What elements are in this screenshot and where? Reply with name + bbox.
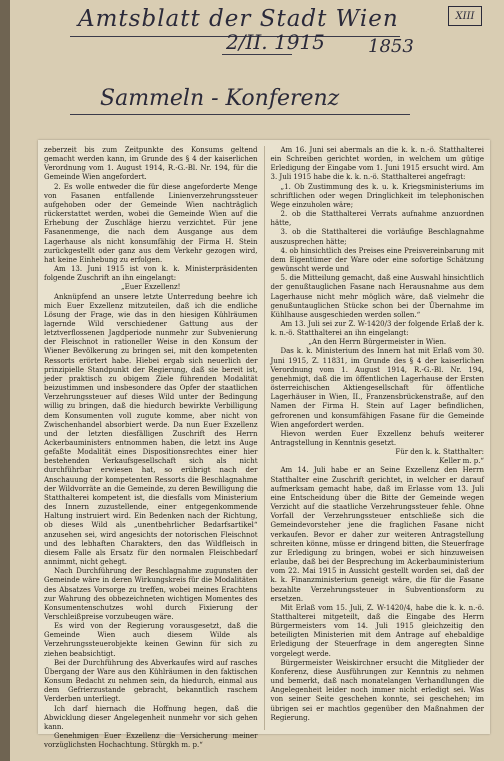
subject-underline bbox=[70, 114, 410, 115]
list-item: 3. ob die Statthalterei die vorläufige Beschlagnahme auszusprechen hätte; bbox=[270, 228, 485, 246]
closing: Genehmigen Euer Exzellenz die Versicherung meiner vorzüglichsten Hochachtung. Stürgkh m. p.“ bbox=[44, 732, 258, 750]
signature-line: Für den k. k. Statthalter: bbox=[395, 448, 485, 457]
paragraph: Am 14. Juli habe er an Seine Exzellenz den Herrn Statthalter eine Zuschrift gerichtet, in welcher er darauf aufmerksam gemacht habe, daß im Erlasse vom 13. Juli eine Entscheidung über die Bitte der Gemeinde wegen Verzicht auf die staatliche Verzehrungssteuer fehle. Ohne Vorfall der Verzehrungssteuer entschließe sich die Gemeindevorsteher jene die fraglichen Fasane nicht verkaufen. Bevor er daher zur weiteren Antragstellung schreiten könne, müsse er dringend bitten, die Steuerfrage zur Erledigung zu bringen, wobei er sich hinzuweisen erlaube, daß bei der Besprechung im Ackerbauministerium vom 22. Mai 1915 in Aussicht gestellt worden sei, daß der k. k. Finanzministerium geneigt wäre, die für die Fasane bezahlte Verzehrungssteuer in Subventionsform zu ersetzen. bbox=[270, 466, 485, 603]
folio-number: 1853 bbox=[368, 36, 414, 57]
handwritten-title: Amtsblatt der Stadt Wien bbox=[78, 6, 399, 32]
paragraph: Das k. k. Ministerium des Innern hat mit Erlaß vom 30. Juni 1915, Z. 11831, im Grunde des § 4 der kaiserlichen Verordnung vom 1. August 1914, R.-G.-Bl. Nr. 194, genehmigt, daß die im öffentlichen Lagerhause der Ersten österreichischen Aktiengesellschaft für öffentliche Lagerhäuser in Wien, II., Franzensbrückenstraße, auf den Namen der Firma H. Stein auf Lager befindlichen, gefrorenen und konsumfähigen Fasane für die Gemeinde Wien angefordert werden. bbox=[270, 347, 485, 429]
list-item: 5. die Mitteilung gemacht, daß eine Auswahl hinsichtlich der genußtauglichen Fasane nach Herausnahme aus dem Lagerhause nicht mehr möglich wäre, daß vielmehr die genußuntauglichen Stücke schon bei der Übernahme im Kühlhause ausgeschieden werden sollen.“ bbox=[270, 274, 485, 319]
list-item: 4. ob hinsichtlich des Preises eine Preisvereinbarung mit dem Eigentümer der Ware oder eine sofortige Schätzung gewünscht werde und bbox=[270, 246, 485, 274]
salutation: „Euer Exzellenz! bbox=[121, 283, 181, 292]
paragraph: Am 16. Juni sei abermals an die k. k. n.-ö. Statthalterei ein Schreiben gerichtet worden, in welchem um gütige Erledigung der Eingabe vom 1. Juni 1915 ersucht wird. Am 3. Juli 1915 habe die k. k. n.-ö. Statthalterei angefragt: bbox=[270, 146, 485, 182]
newspaper-clipping bbox=[38, 140, 490, 750]
paragraph: Am 13. Juni 1915 ist von k. k. Ministerpräsidenten folgende Zuschrift an ihn eingelangt: bbox=[44, 265, 258, 283]
box-mark: XIII bbox=[448, 6, 482, 26]
paragraph: Nach Durchführung der Beschlagnahme zugunsten der Gemeinde wäre in deren Wirkungskreis für die Modalitäten des Absatzes Vorsorge zu treffen, wobei meines Erachtens zur Wahrung des obbezeichneten wichtigen Momentes des Konsumentenschutzes wohl durch Fixierung der Verschleißpreise vorzubeugen wäre. bbox=[44, 567, 258, 621]
paragraph: Anknüpfend an unsere letzte Unterredung beehre ich mich Euer Exzellenz mitzuteilen, daß ich die endliche Lösung der Frage, wie das in den hiesigen Kühlräumen lagernde Wild verschiedener Gattung aus der letztverflossenen Jagdperiode nunmehr zur Subvenierung der Fleischnot in rationeller Weise in den Konsum der Wiener Bevölkerung zu bringen sei, mit den kompetenten Ressorts erörtert habe. Hiebei ergab sich neuerlich der prinzipielle Standpunkt der Regierung, daß sie bereit ist, jeder praktisch zu obigem Ziele führenden Modalität beizustimmen und insbesondere das Opfer der staatlichen Verzehrungssteuer auf dieses Wild unter der Bedingung willig zu bringen, daß die hiedurch bewirkte Verbilligung dem Konsumenten voll zugute komme, aber nicht von Zwischenhandel absorbiert werde. Da nun Euer Exzellenz und der letzten diesfälligen Zuschrift des Herrn Ackerbauministers entnommen haben, die letzt ins Auge gefaßte Modalität eines Dispositionsrechtes einer hier bestehenden Verkaufsgesellschaft sich als nicht durchführbar erwiesen hat, so erübrigt nach der Anschauung der kompetenten Ressorts die Beschlagnahme der Wildvorräte an die Gemeinde, zu deren Bewilligung die Statthalterei kompetent ist, die diesfalls vom Ministerium des Innern zuzustellende, einer entgegenkommende Haltung instruiert wird. Ein Bedenken nach der Richtung, ob dieses Wild als „unentbehrlicher Bedarfsartikel“ anzusehen sei, wird angesichts der notorischen Fleischnot und des lebhaften Charakters, den das Wildfleisch in diesem Falle als Ersatz für den normalen Fleischbedarf annimmt, nicht gehegt. bbox=[44, 292, 258, 567]
paragraph: Hievon werden Euer Exzellenz behufs weiterer Antragstellung in Kenntnis gesetzt. bbox=[270, 429, 485, 447]
paragraph: Bürgermeister Weiskirchner ersucht die Mitglieder der Konferenz, diese Ausführungen zur Kenntnis zu nehmen und bemerkt, daß nach monatelangen Verhandlungen die Angelegenheit leider noch immer nicht erledigt sei. Was von seiner Seite geschehen konnte, sei geschehen; im übrigen sei er machtlos gegenüber den Maßnahmen der Regierung. bbox=[270, 658, 485, 722]
signature-name: Keller m. p.“ bbox=[439, 457, 485, 466]
paragraph: Es wird von der Regierung vorausgesetzt, daß die Gemeinde Wien auch diesem Wilde als Verzehrungssteuerobjekte keinen Gewinn für sich zu ziehen beabsichtigt. bbox=[44, 622, 258, 658]
paragraph: Bei der Durchführung des Abverkaufes wird auf rasches Übergang der Ware aus den Kühlräumen in den faktischen Konsum Bedacht zu nehmen sein, da hiedurch, einmal aus dem Gefrierzustande gebracht, bekanntlich raschem Verderben unterliegt. bbox=[44, 658, 258, 704]
right-column bbox=[271, 146, 485, 730]
paragraph: 2. Es wolle entweder die für diese angeforderte Menge von Fasanen entfallende Linienverzehrungssteuer aufgehoben oder der Gemeinde Wien nachträglich rückerstattet werden, wobei die Gemeinde Wien auf die Erhebung der Zuschläge hierzu verzichtet. Für jene Fasanenmenge, die nach dem Ausgange aus dem Lagerhause als nicht konsumfähig der Firma H. Stein zurückgestellt oder ganz aus dem Verkehr gezogen wird, hat keine Einhebung zu erfolgen. bbox=[44, 182, 258, 264]
addressee: „An den Herrn Bürgermeister in Wien. bbox=[308, 338, 447, 347]
list-item: 2. ob die Statthalterei Verrats aufnahme anzuordnen hätte, bbox=[270, 210, 485, 228]
list-item: „1. Ob Zustimmung des k. u. k. Kriegsministeriums im schriftlichen oder wegen Dringlichkeit im telephonischen Wege einzuholen wäre; bbox=[270, 182, 485, 209]
handwritten-date: 2/II. 1915 bbox=[226, 30, 325, 54]
paragraph: Am 13. Juli sei zur Z. W-1420/3 der folgende Erlaß der k. k. n.-ö. Statthalterei an ihn eingelangt: bbox=[270, 319, 485, 338]
paragraph: Ich darf hiernach die Hoffnung hegen, daß die Abwicklung dieser Angelegenheit nunmehr vor sich gehen kann. bbox=[44, 704, 258, 731]
paragraph: Mit Erlaß vom 15. Juli, Z. W-1420/4, habe die k. k. n.-ö. Statthalterei mitgeteilt, daß die Eingabe des Herrn Bürgermeisters vom 14. Juli 1915 gleichzeitig den beteiligten Ministerien mit dem Antrage auf ehebaldige Erledigung der Steuerfrage in dem angeregten Sinne vorgelegt werde. bbox=[270, 603, 485, 658]
date-underline bbox=[222, 54, 292, 55]
left-column bbox=[44, 146, 258, 750]
handwritten-subject: Sammeln - Konferenz bbox=[100, 86, 340, 111]
paragraph: zeberzeit bis zum Zeitpunkte des Konsums geltend gemacht werden kann, im Grunde des § 4 der kaiserlichen Verordnung vom 1. August 1914, R.-G.-Bl. Nr. 194, für die Gemeinde Wien angefordert. bbox=[44, 146, 258, 182]
binding-edge bbox=[0, 0, 10, 761]
column-divider bbox=[264, 146, 265, 730]
